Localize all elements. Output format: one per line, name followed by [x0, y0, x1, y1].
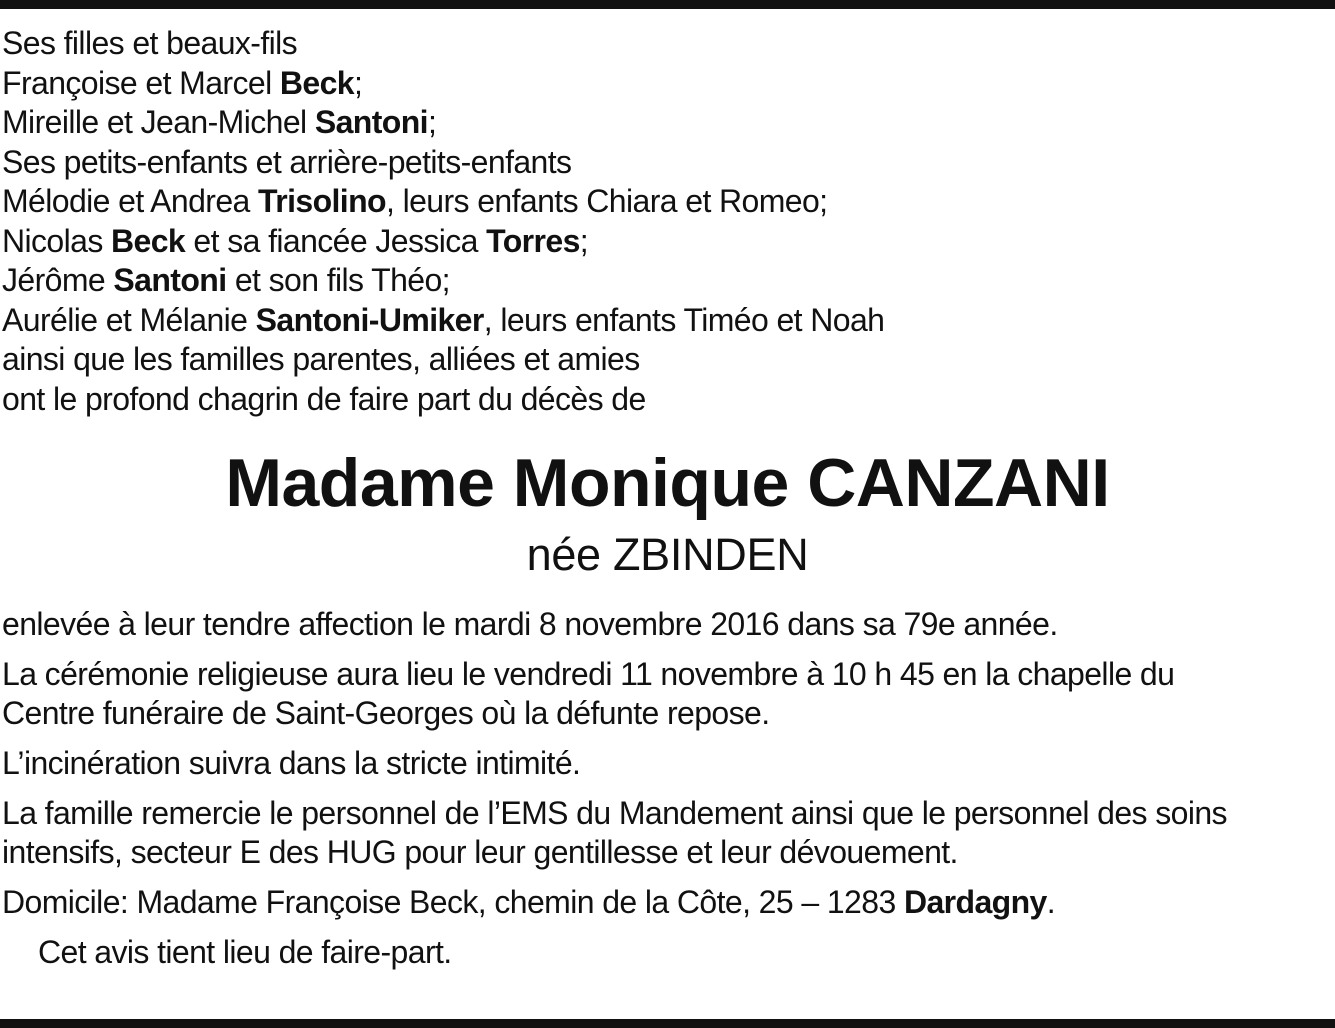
- bottom-rule: [0, 1019, 1335, 1028]
- passing-paragraph: [2, 605, 1333, 644]
- family-text: , leurs enfants Chiara et Romeo;: [386, 183, 828, 219]
- paragraph-line: Centre funéraire de Saint-Georges où la défunte repose.: [2, 695, 770, 731]
- family-surname: Santoni-Umiker: [255, 301, 484, 338]
- family-surname: Beck: [279, 64, 354, 101]
- family-text: ont le profond chagrin de faire part du décès de: [2, 380, 646, 417]
- family-text: et sa fiancée Jessica: [185, 222, 487, 259]
- closing-note: Cet avis tient lieu de faire-part.: [38, 934, 452, 970]
- family-text: ;: [579, 222, 589, 259]
- family-line: [2, 24, 1333, 64]
- family-text: , leurs enfants Timéo et Noah: [483, 301, 885, 338]
- family-surname: Trisolino: [258, 183, 386, 219]
- family-text: Aurélie et Mélanie: [2, 301, 256, 338]
- family-text: Ses filles et beaux-fils: [2, 25, 298, 61]
- paragraph-line: [2, 883, 1333, 922]
- family-line: [2, 222, 1333, 262]
- ceremony-paragraph: [2, 655, 1333, 733]
- family-line: [2, 340, 1333, 380]
- family-text: Jérôme: [2, 262, 114, 298]
- family-line: [2, 301, 1333, 341]
- family-text: Mélodie et Andrea: [2, 183, 259, 219]
- family-surname: Santoni: [113, 262, 227, 298]
- paragraph-line: La cérémonie religieuse aura lieu le vendredi 11 novembre à 10 h 45 en la chapelle du: [2, 656, 1175, 692]
- paragraph-line: L’incinération suivra dans la stricte intimité.: [2, 745, 581, 781]
- family-text: Mireille et Jean-Michel: [2, 104, 315, 140]
- paragraph-line: intensifs, secteur E des HUG pour leur gentillesse et leur dévouement.: [2, 834, 958, 870]
- family-line: [2, 64, 1333, 104]
- obituary-notice: [2, 24, 1333, 972]
- address-text: Domicile: Madame Françoise Beck, chemin de la Côte, 25 – 1283: [2, 884, 904, 920]
- family-line: [2, 380, 1333, 420]
- family-surname: Torres: [486, 222, 580, 259]
- family-text: Nicolas: [2, 222, 112, 259]
- family-text: Françoise et Marcel: [2, 64, 280, 101]
- deceased-block: [2, 443, 1333, 583]
- family-text: ;: [354, 64, 363, 101]
- deceased-name: Madame Monique CANZANI: [225, 445, 1110, 521]
- top-rule: [0, 0, 1335, 9]
- notice-details: [2, 605, 1333, 972]
- family-text: ainsi que les familles parentes, alliées et amies: [2, 341, 640, 377]
- family-text: Ses petits-enfants et arrière-petits-enfants: [2, 143, 572, 180]
- paragraph-line: enlevée à leur tendre affection le mardi 8 novembre 2016 dans sa 79e année.: [2, 606, 1058, 642]
- family-list: [2, 24, 1333, 419]
- family-line: [2, 143, 1333, 183]
- family-text: et son fils Théo;: [226, 262, 450, 298]
- family-surname: Beck: [111, 222, 186, 259]
- paragraph-line: La famille remercie le personnel de l’EMS du Mandement ainsi que le personnel des soins: [2, 795, 1227, 831]
- family-line: [2, 182, 1333, 222]
- thanks-paragraph: [2, 794, 1333, 872]
- family-text: ;: [427, 104, 437, 140]
- family-line: [2, 261, 1333, 301]
- cremation-paragraph: [2, 744, 1333, 783]
- address-town: Dardagny: [903, 884, 1047, 920]
- family-line: [2, 103, 1333, 143]
- family-surname: Santoni: [314, 104, 428, 140]
- address-text: .: [1046, 884, 1056, 920]
- maiden-name: née ZBINDEN: [526, 529, 809, 580]
- address-paragraph: [2, 883, 1333, 922]
